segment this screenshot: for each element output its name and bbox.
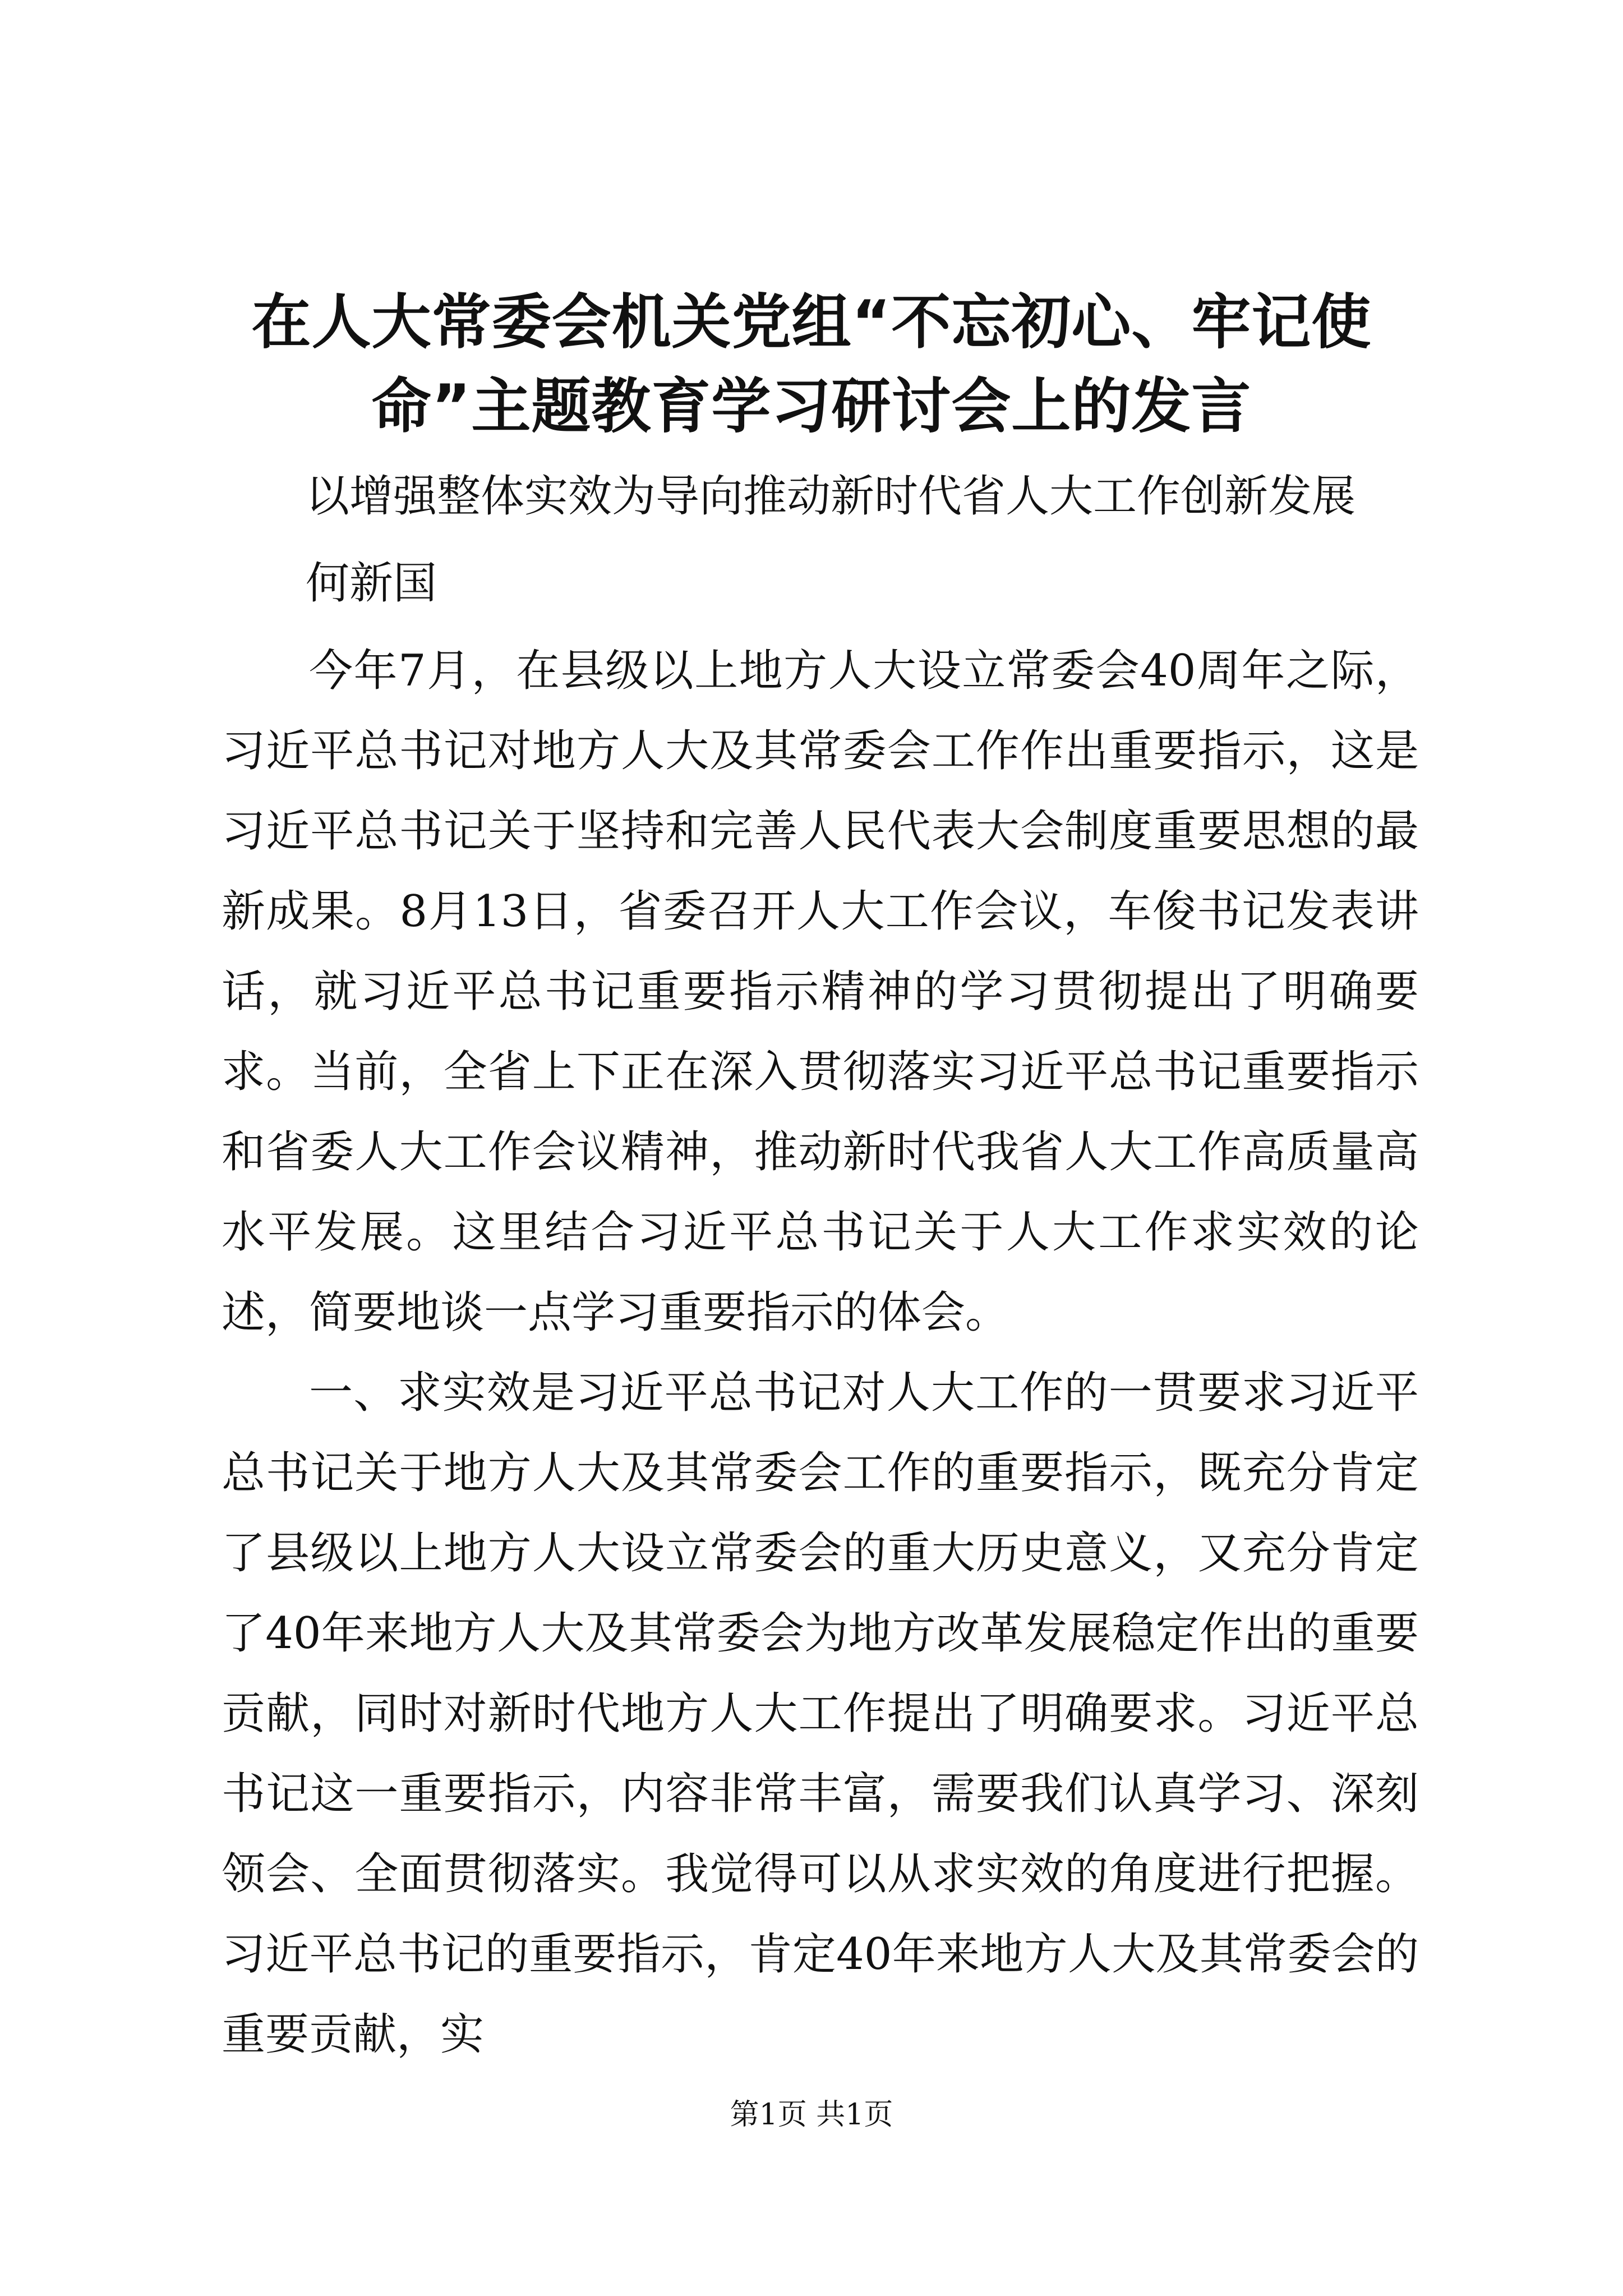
document-title: 在人大常委会机关党组“不忘初心、牢记使命”主题教育学习研讨会上的发言 xyxy=(251,288,1372,441)
document-author: 何新国 xyxy=(306,558,437,609)
document-body xyxy=(222,631,1419,2075)
document-subtitle: 以增强整体实效为导向推动新时代省人大工作创新发展 xyxy=(306,471,1356,522)
page-number-footer: 第1页 共1页 xyxy=(730,2098,893,2132)
body-paragraph: 今年7月，在县级以上地方人大设立常委会40周年之际，习近平总书记对地方人大及其常委会工作作出重要指示，这是习近平总书记关于坚持和完善人民代表大会制度重要思想的最新成果。8月13日，省委召开人大工作会议，车俊书记发表讲话，就习近平总书记重要指示精神的学习贯彻提出了明确要求。当前，全省上下正在深入贯彻落实习近平总书记重要指示和省委人大工作会议精神，推动新时代我省人大工作高质量高水平发展。这里结合习近平总书记关于人大工作求实效的论述，简要地谈一点学习重要指示的体会。 xyxy=(222,646,1419,1338)
body-paragraph: 一、求实效是习近平总书记对人大工作的一贯要求习近平总书记关于地方人大及其常委会工作的重要指示，既充分肯定了县级以上地方人大设立常委会的重大历史意义，又充分肯定了40年来地方人大及其常委会为地方改革发展稳定作出的重要贡献，同时对新时代地方人大工作提出了明确要求。习近平总书记这一重要指示，内容非常丰富，需要我们认真学习、深刻领会、全面贯彻落实。我觉得可以从求实效的角度进行把握。习近平总书记的重要指示，肯定40年来地方人大及其常委会的重要贡献，实 xyxy=(222,1368,1419,2060)
